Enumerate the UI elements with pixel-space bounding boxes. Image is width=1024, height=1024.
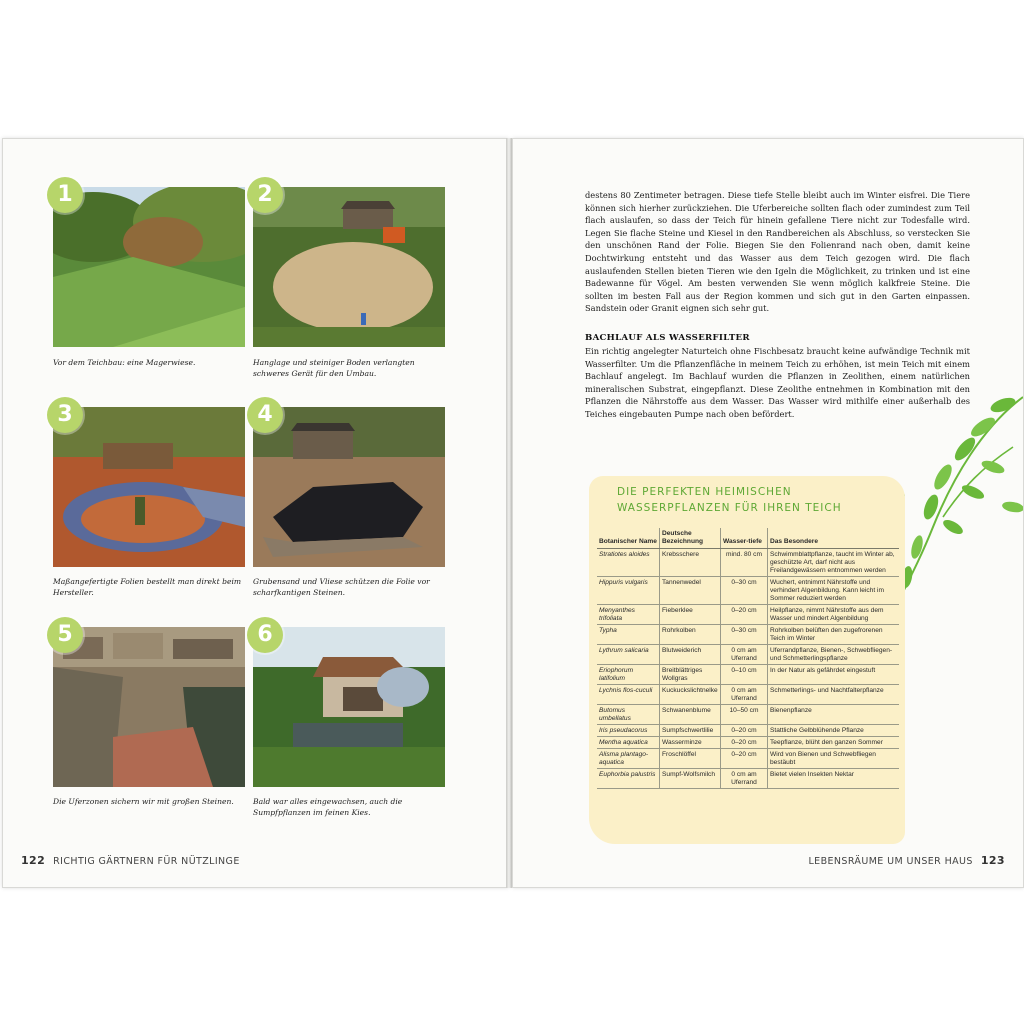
table-row (597, 645, 899, 665)
body-paragraph-1: destens 80 Zentimeter betragen. Diese tiefe Stelle bleibt auch im Winter eisfrei. Die Tiere können sich hierher zurückziehen. Die Uferbereiche sollten flach oder zumindest zum Teil flach auslaufen, so dass der Teich für hinein gefallene Tiere nicht zur Todesfalle wird. Legen Sie flache Steine und Kiesel in den Randbereichen als Abschluss, so verstecken Sie den unschönen Rand der Folie. Biegen Sie den Folienrand nach oben, damit keine Dochtwirkung entsteht und das Wasser aus dem Teich gezogen wird. Die flach auslaufenden Stellen bieten Tieren wie den Igeln die Möglichkeit, zu trinken und ist eine Badewanne für Vögel. Am besten verwenden Sie wenn möglich kalkfreie Steine. Die sollten im besten Fall aus der Region kommen und sich gut in den Garten einpassen. Sandstein oder Granit eignen sich sehr gut. (585, 190, 970, 314)
table-row (597, 749, 899, 769)
cell-depth: 0 cm am Uferrand (721, 645, 768, 665)
body-paragraph-2: Ein richtig angelegter Naturteich ohne Fischbesatz braucht keine aufwändige Technik mit Wasserfilter. Um die Pflanzenfläche in meinem Teich zu erhöhen, ist mein Teich mit einem Bachlauf angelegt. Im Bachlauf wurden die Pflanzen in Zeolithen, einem natürlichen mineralischen Substrat, eingepflanzt. Diese Zeolithe entnehmen in Kombination mit den Pflanzen die Nährstoffe aus dem Wasser. Das Wasser wird mithilfe einer außerhalb des Teiches eingebauten Pumpe nach oben befördert. (585, 346, 970, 419)
header-german: Deutsche Bezeichnung (660, 528, 721, 549)
cell-depth: 0–10 cm (721, 665, 768, 685)
step-badge-5: 5 (47, 617, 83, 653)
left-footer (13, 854, 240, 867)
photo-caption-6: Bald war alles eingewachsen, auch die Sumpfpflanzen im feinen Kies. (253, 797, 403, 817)
table-row (597, 665, 899, 685)
cell-botanical: Lythrum salicaria (597, 645, 660, 665)
cell-depth: 0 cm am Uferrand (721, 685, 768, 705)
cell-depth: mind. 80 cm (721, 549, 768, 577)
cell-special: Bienenpflanze (768, 705, 900, 725)
step-badge-4: 4 (247, 397, 283, 433)
plants-table (597, 528, 899, 789)
cell-botanical: Iris pseudacorus (597, 725, 660, 737)
chapter-title-right: LEBENSRÄUME UM UNSER HAUS (808, 856, 973, 867)
cell-german: Sumpfschwertlilie (660, 725, 721, 737)
photo-excavation (253, 187, 445, 347)
cell-german: Blutweiderich (660, 645, 721, 665)
step-badge-3: 3 (47, 397, 83, 433)
cell-botanical: Alisma plantago-aquatica (597, 749, 660, 769)
cell-botanical: Euphorbia palustris (597, 769, 660, 789)
water-plants-box (589, 476, 905, 844)
photo-meadow (53, 187, 245, 347)
header-depth: Wasser-tiefe (721, 528, 768, 549)
table-row (597, 605, 899, 625)
cell-botanical: Lychnis flos-cuculi (597, 685, 660, 705)
cell-depth: 0–20 cm (721, 749, 768, 769)
cell-special: Heilpflanze, nimmt Nährstoffe aus dem Wasser und mindert Algenbildung (768, 605, 900, 625)
table-row (597, 577, 899, 605)
table-row (597, 625, 899, 645)
cell-special: Wuchert, entnimmt Nährstoffe und verhindert Algenbildung. Kann leicht im Sommer reduziert werden (768, 577, 900, 605)
table-row (597, 737, 899, 749)
cell-special: In der Natur als gefährdet eingestuft (768, 665, 900, 685)
cell-botanical: Stratiotes aloides (597, 549, 660, 577)
cell-special: Rohrkolben belüften den zugefrorenen Teich im Winter (768, 625, 900, 645)
section-heading: BACHLAUF ALS WASSERFILTER (585, 333, 750, 343)
table-row (597, 685, 899, 705)
cell-special: Bietet vielen Insekten Nektar (768, 769, 900, 789)
left-page (2, 138, 509, 888)
step-badge-6: 6 (247, 617, 283, 653)
cell-german: Sumpf-Wolfsmilch (660, 769, 721, 789)
cell-german: Breitblättriges Wollgras (660, 665, 721, 685)
photo-liner-install (53, 407, 245, 567)
cell-special: Wird von Bienen und Schwebfliegen bestäubt (768, 749, 900, 769)
cell-depth: 0–20 cm (721, 605, 768, 625)
photo-caption-3: Maßangefertigte Folien bestellt man direkt beim Hersteller. (53, 577, 242, 597)
cell-botanical: Hippuris vulgaris (597, 577, 660, 605)
cell-botanical: Eriophorum latifolium (597, 665, 660, 685)
cell-botanical: Typha (597, 625, 660, 645)
cell-german: Tannenwedel (660, 577, 721, 605)
photo-black-liner (253, 407, 445, 567)
step-badge-1: 1 (47, 177, 83, 213)
table-row (597, 705, 899, 725)
box-title: DIE PERFEKTEN HEIMISCHEN WASSERPFLANZEN FÜR IHREN TEICH (617, 486, 842, 514)
page-number-right: 123 (980, 854, 1005, 867)
table-header-row (597, 528, 899, 549)
cell-depth: 0 cm am Uferrand (721, 769, 768, 789)
step-badge-2: 2 (247, 177, 283, 213)
cell-german: Wasserminze (660, 737, 721, 749)
chapter-title-left: RICHTIG GÄRTNERN FÜR NÜTZLINGE (53, 856, 240, 867)
cell-depth: 0–20 cm (721, 725, 768, 737)
cell-botanical: Menyanthes trifoliata (597, 605, 660, 625)
cell-botanical: Mentha aquatica (597, 737, 660, 749)
photo-finished-pond (253, 627, 445, 787)
header-botanical: Botanischer Name (597, 528, 660, 549)
cell-german: Froschlöffel (660, 749, 721, 769)
table-row (597, 549, 899, 577)
photo-caption-2: Hanglage und steiniger Boden verlangten schweres Gerät für den Umbau. (253, 358, 415, 378)
photo-caption-1: Vor dem Teichbau: eine Magerwiese. (53, 358, 196, 367)
cell-special: Schwimmblattpflanze, taucht im Winter ab, geschützte Art, darf nicht aus Freilandgewässern entnommen werden (768, 549, 900, 577)
photo-caption-4: Grubensand und Vliese schützen die Folie vor scharfkantigen Steinen. (253, 577, 430, 597)
table-row (597, 769, 899, 789)
cell-special: Schmetterlings- und Nachtfalterpflanze (768, 685, 900, 705)
cell-german: Fieberklee (660, 605, 721, 625)
cell-german: Schwanenblume (660, 705, 721, 725)
cell-german: Krebsschere (660, 549, 721, 577)
cell-botanical: Butomus umbellatus (597, 705, 660, 725)
header-special: Das Besondere (768, 528, 900, 549)
right-footer (808, 854, 1013, 867)
cell-special: Uferrandpflanze, Bienen-, Schwebfliegen- und Schmetterlingspflanze (768, 645, 900, 665)
cell-special: Teepflanze, blüht den ganzen Sommer (768, 737, 900, 749)
cell-german: Rohrkolben (660, 625, 721, 645)
cell-special: Stattliche Gelbblühende Pflanze (768, 725, 900, 737)
photo-caption-5: Die Uferzonen sichern wir mit großen Steinen. (53, 797, 234, 806)
cell-depth: 0–20 cm (721, 737, 768, 749)
cell-depth: 0–30 cm (721, 625, 768, 645)
cell-depth: 10–50 cm (721, 705, 768, 725)
page-number-left: 122 (21, 854, 46, 867)
cell-german: Kuckuckslichtnelke (660, 685, 721, 705)
photo-stone-banks (53, 627, 245, 787)
table-row (597, 725, 899, 737)
cell-depth: 0–30 cm (721, 577, 768, 605)
right-page (512, 138, 1024, 888)
